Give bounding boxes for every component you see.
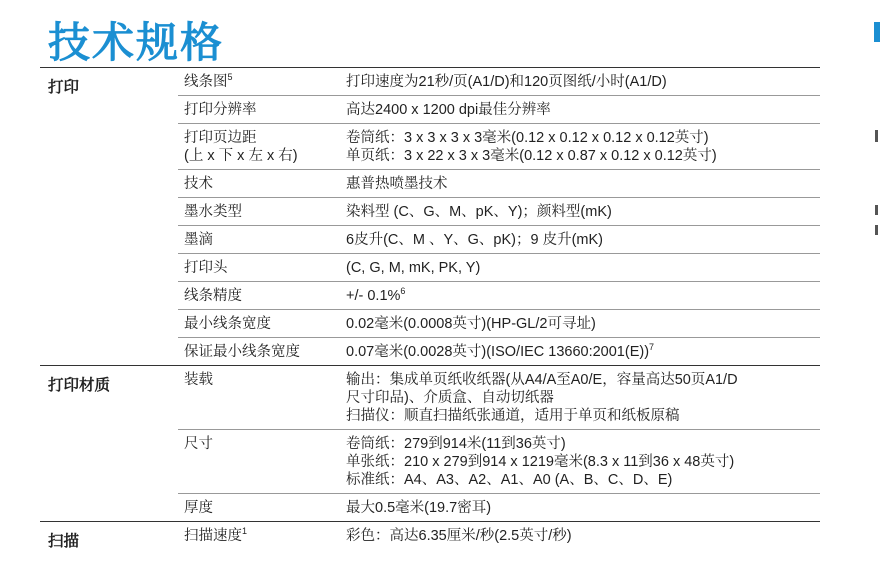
spec-value [346, 430, 820, 493]
spec-label-text: 墨滴 [184, 232, 213, 248]
next-page-edge-mark [874, 22, 880, 42]
spec-value [346, 68, 820, 95]
spec-label [178, 198, 346, 225]
spec-value-line [346, 389, 820, 407]
spec-label [178, 226, 346, 253]
spec-row [178, 68, 820, 95]
spec-value-text: 染料型 (C、G、M、pK、Y)；颜料型(mK) [346, 204, 612, 220]
spec-value [346, 282, 820, 309]
spec-value [346, 338, 820, 365]
spec-row [178, 95, 820, 123]
spec-label-text: 尺寸 [184, 436, 213, 452]
spec-row [178, 281, 820, 309]
spec-value-text: 高达2400 x 1200 dpi最佳分辨率 [346, 102, 551, 118]
spec-value [346, 170, 820, 197]
spec-label [178, 170, 346, 197]
spec-value-text: 卷筒纸：3 x 3 x 3 x 3毫米(0.12 x 0.12 x 0.12 x 0.12英寸) [346, 130, 709, 146]
footnote-ref: 5 [227, 72, 233, 82]
spec-value-text: 单张纸：210 x 279到914 x 1219毫米(8.3 x 11到36 x 48英寸) [346, 454, 735, 470]
spec-label [178, 310, 346, 337]
spec-value [346, 310, 820, 337]
spec-label [178, 338, 346, 365]
edge-tick [875, 130, 878, 142]
section-rows [178, 68, 820, 365]
spec-label-text: 扫描速度 [184, 528, 242, 544]
spec-value-line [346, 471, 820, 489]
spec-label [178, 522, 346, 549]
section-rows [178, 522, 820, 551]
spec-value [346, 522, 820, 549]
edge-tick [875, 225, 878, 235]
spec-row [178, 253, 820, 281]
spec-label-text: 打印头 [184, 260, 228, 276]
spec-value [346, 124, 820, 169]
section-heading: 扫描 [48, 532, 80, 550]
spec-value-line [346, 315, 820, 333]
spec-value-text: 6皮升(C、M 、Y、G、pK)；9 皮升(mK) [346, 232, 603, 248]
spec-label [178, 96, 346, 123]
spec-label [178, 68, 346, 95]
spec-value-line [346, 203, 820, 221]
spec-table [40, 67, 820, 551]
spec-value-text: 最大0.5毫米(19.7密耳) [346, 500, 492, 516]
spec-value-line [346, 175, 820, 193]
spec-value-text: (C, G, M, mK, PK, Y) [346, 260, 481, 276]
section-heading: 打印 [48, 78, 80, 96]
spec-label-text: 墨水类型 [184, 204, 242, 220]
spec-value-line [346, 287, 820, 305]
spec-value-line [346, 129, 820, 147]
spec-value-text: +/- 0.1% [346, 288, 401, 304]
section-rows [178, 366, 820, 521]
spec-value-text: 惠普热喷墨技术 [346, 176, 448, 192]
spec-label-line: 打印页边距 [184, 130, 257, 146]
spec-value-text: 0.07毫米(0.0028英寸)(ISO/IEC 13660:2001(E)) [346, 344, 650, 360]
spec-value-text: 卷筒纸：279到914米(11到36英寸) [346, 436, 566, 452]
spec-row [178, 123, 820, 169]
spec-value-line [346, 343, 820, 361]
spec-value-text: 扫描仪：顺直扫描纸张通道，适用于单页和纸板原稿 [346, 408, 680, 424]
spec-value [346, 494, 820, 521]
spec-row [178, 493, 820, 521]
footnote-ref: 7 [649, 342, 655, 352]
spec-label-text: 装载 [184, 372, 213, 388]
spec-row [178, 197, 820, 225]
spec-section [40, 68, 820, 365]
spec-row [178, 169, 820, 197]
page-title: 技术规格 [48, 18, 225, 67]
spec-value [346, 198, 820, 225]
spec-row [178, 225, 820, 253]
spec-value-text: 彩色：高达6.35厘米/秒(2.5英寸/秒) [346, 528, 572, 544]
spec-value-line [346, 527, 820, 545]
spec-row [178, 366, 820, 429]
spec-value [346, 226, 820, 253]
spec-value-line [346, 453, 820, 471]
spec-label-line: (上 x 下 x 左 x 右) [184, 148, 298, 164]
spec-value-line [346, 101, 820, 119]
spec-value-line [346, 259, 820, 277]
spec-label-text: 线条图 [184, 74, 228, 90]
spec-value [346, 254, 820, 281]
spec-row [178, 429, 820, 493]
spec-label [178, 282, 346, 309]
spec-value-line [346, 371, 820, 389]
spec-value [346, 366, 820, 429]
spec-value-line [346, 407, 820, 425]
section-heading: 打印材质 [48, 376, 111, 394]
spec-section [40, 365, 820, 521]
spec-label [178, 494, 346, 521]
spec-value-text: 0.02毫米(0.0008英寸)(HP-GL/2可寻址) [346, 316, 596, 332]
spec-label-text: 线条精度 [184, 288, 242, 304]
spec-label-text: 保证最小线条宽度 [184, 344, 300, 360]
spec-label [178, 124, 346, 169]
spec-value [346, 96, 820, 123]
spec-value-line [346, 231, 820, 249]
spec-section [40, 521, 820, 551]
spec-value-line [346, 147, 820, 165]
spec-value-text: 单页纸：3 x 22 x 3 x 3毫米(0.12 x 0.87 x 0.12 x 0.12英寸) [346, 148, 717, 164]
spec-label-text: 最小线条宽度 [184, 316, 271, 332]
spec-value-line [346, 73, 820, 91]
spec-value-line [346, 499, 820, 517]
spec-label-text: 打印分辨率 [184, 102, 257, 118]
spec-label [178, 366, 346, 429]
edge-tick [875, 205, 878, 215]
spec-row [178, 309, 820, 337]
spec-value-line [346, 435, 820, 453]
spec-label-text: 厚度 [184, 500, 213, 516]
spec-label [178, 254, 346, 281]
spec-row [178, 337, 820, 365]
spec-value-text: 尺寸印品)、介质盒、自动切纸器 [346, 390, 554, 406]
spec-value-text: 标准纸：A4、A3、A2、A1、A0 (A、B、C、D、E) [346, 472, 673, 488]
spec-value-text: 输出：集成单页纸收纸器(从A4/A至A0/E，容量高达50页A1/D [346, 372, 738, 388]
footnote-ref: 6 [400, 286, 406, 296]
spec-label-text: 技术 [184, 176, 213, 192]
spec-row [178, 522, 820, 549]
footnote-ref: 1 [242, 526, 248, 536]
spec-value-text: 打印速度为21秒/页(A1/D)和120页图纸/小时(A1/D) [346, 74, 667, 90]
spec-label [178, 430, 346, 493]
